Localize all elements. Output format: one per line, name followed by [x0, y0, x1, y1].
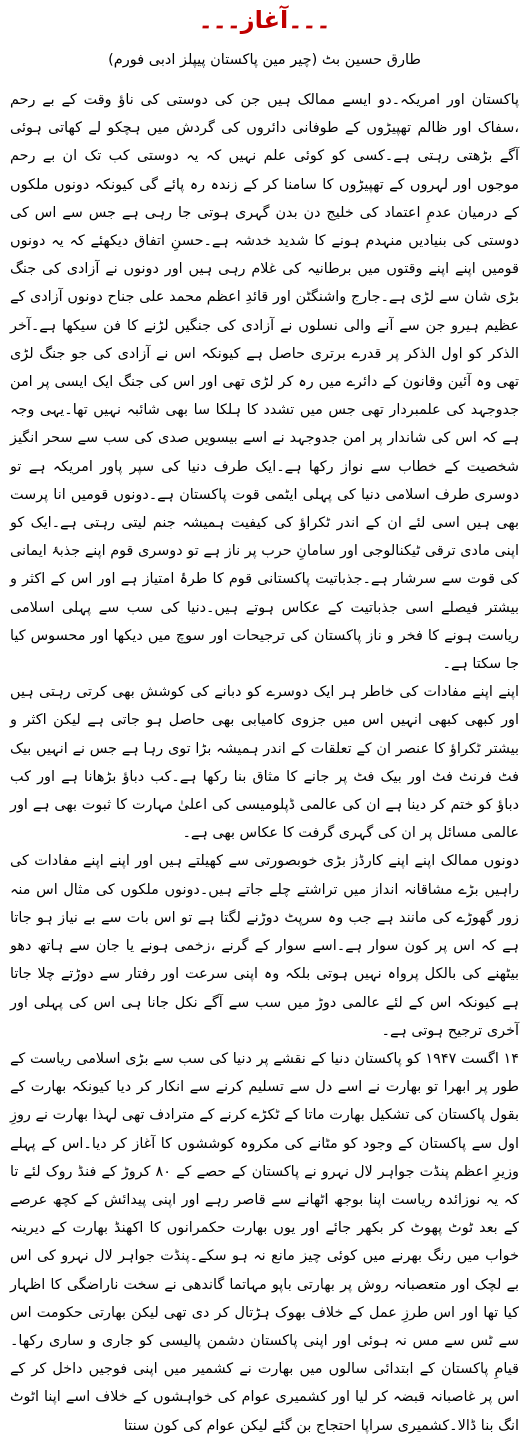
article-byline: طارق حسین بٹ (چیر مین پاکستان پیپلز ادبی فورم) [108, 52, 421, 68]
article-body [10, 86, 519, 1440]
paragraph: پاکستان اور امریکہ۔دو ایسے ممالک ہیں جن کی دوستی کی ناؤ وقت کے بے رحم ،سفاک اور ظالم تھپیڑوں کے طوفانی دائروں کی گردش میں ہچکو لے کھاتی ہوئی آگے بڑھتی رہتی ہے۔کسی کو کوئی علم نہیں کہ یہ دوستی کب تک ان بے رحم موجوں اور لہروں کے تھپیڑوں کا سامنا کر کے زندہ رہ پائے گی کیونکہ دونوں ملکوں کے درمیان عدمِ اعتماد کی خلیج دن بدن گہری ہوتی جا رہی ہے جس سے اس کی دوستی کی بنیادیں منہدم ہونے کا شدید خدشہ ہے۔حسنِ اتفاق دیکھئے کہ یہ دونوں قومیں اپنے اپنے وقتوں میں برطانیہ کی غلام رہی ہیں اور دونوں نے آزادی کی جنگ بڑی شان سے لڑی ہے۔جارج واشنگٹن اور قائدِ اعظم محمد علی جناح دونوں آزادی کے عظیم ہیرو جن سے آنے والی نسلوں نے آزادی کی جنگیں لڑنے کا فن سیکھا ہے۔آخر الذکر کو اول الذکر پر قدرے برتری حاصل ہے کیونکہ اس نے آزادی کی جو جنگ لڑی تھی وہ آئین وقانون کے دائرے میں رہ کر لڑی تھی اور اس کی جنگ ایک ایسی پر امن جدوجہد کی علمبردار تھی جس میں تشدد کا ہلکا سا بھی شائبہ نہیں تھا۔یہی وجہ ہے کہ اس کی شاندار پر امن جدوجہد نے اسے بیسویں صدی کی سب سے سحر انگیز شخصیت کے خطاب سے نواز رکھا ہے۔ایک طرف دنیا کی سپر پاور امریکہ ہے تو دوسری طرف اسلامی دنیا کی پہلی ایٹمی قوت پاکستان ہے۔دونوں قومیں انا پرست بھی ہیں اسی لئے ان کے اندر ٹکراؤ کی کیفیت ہمیشہ جنم لیتی رہتی ہے۔ایک کو اپنی مادی ترقی ٹیکنالوجی اور سامانِ حرب پر ناز ہے تو دوسری قوم اپنے جذبۂ ایمانی کی قوت سے سرشار ہے۔جذباتیت پاکستانی قوم کا طرۂ امتیاز ہے اور اس کے اکثر و بیشتر فیصلے اسی جذباتیت کے عکاس ہوتے ہیں۔دنیا کی سب سے پہلی اسلامی ریاست ہونے کا فخر و ناز پاکستان کی ترجیحات اور سوچ میں دیکھا اور محسوس کیا جا سکتا ہے۔ [10, 92, 519, 673]
paragraph: اپنے اپنے مفادات کی خاطر ہر ایک دوسرے کو دبانے کی کوشش بھی کرتی رہتی ہیں اور کبھی کبھی انہیں اس میں جزوی کامیابی بھی حاصل ہو جاتی ہے لیکن اکثر و بیشتر ٹکراؤ کا عنصر ان کے تعلقات کے اندر ہمیشہ بڑا توی رہا ہے جس نے انہیں بیک فٹ فرنٹ فٹ اور بیک فٹ پر جانے کا مثاق بنا رکھا ہے۔کب دباؤ بڑھانا ہے اور کب دباؤ کو ختم کر دینا ہے ان کی عالمی ڈپلومیسی کی اعلیٰ مہارت کا ثبوت بھی ہے اور عالمی مسائل پر ان کی گہری گرفت کا عکاس بھی ہے۔ [10, 684, 519, 842]
paragraph: ۱۴ اگست ۱۹۴۷ کو پاکستان دنیا کے نقشے پر دنیا کی سب سے بڑی اسلامی ریاست کے طور پر ابھرا تو بھارت نے اسے دل سے تسلیم کرنے سے انکار کر دیا کیونکہ بھارت کے بقول پاکستان کی تشکیل بھارت ماتا کے ٹکڑے کرنے کے مترادف تھی لہذا بھارت نے روزِ اول سے پاکستان کے وجود کو مٹانے کی مکروہ کوششوں کا آغاز کر دیا۔اس کے پہلے وزیرِ اعظم پنڈت جواہر لال نہرو نے پاکستان کے حصے کے ۸۰ کروڑ کے فنڈ روک لئے تا کہ یہ نوزائدہ ریاست اپنا بوجھ اٹھانے سے قاصر رہے اور اپنی پیدائش کے کچھ عرصے کے بعد ٹوٹ پھوٹ کر بکھر جائے اور یوں بھارت حکمرانوں کا اکھنڈ بھارت کے دیرینہ خواب میں رنگ بھرنے میں کوئی چیز مانع نہ ہو سکے۔پنڈت جواہر لال نہرو کی اس بے لچک اور متعصبانہ روش پر بھارتی باپو مہاتما گاندھی نے سخت ناراضگی کا اظہار کیا تھا اور اس طرزِ عمل کے خلاف بھوک ہڑتال کر دی تھی لیکن بھارتی حکومت اس سے ٹس سے مس نہ ہوئی اور اپنی پاکستان دشمن پالیسی کو جاری و ساری رکھا۔قیامِ پاکستان کے ابتدائی سالوں میں بھارت نے کشمیر میں اپنی فوجیں داخل کر کے اس پر غاصبانہ قبضہ کر لیا اور کشمیری عوام کی خواہشوں کے خلاف اسے اپنا اٹوٹ انگ بنا ڈالا۔کشمیری سراپا احتجاج بن گئے لیکن عوام کی کون سنتا [10, 1050, 519, 1434]
article-title: ۔۔۔آغاز۔۔۔ [198, 6, 331, 34]
title-block [10, 6, 519, 46]
paragraph: دونوں ممالک اپنے اپنے کارڈز بڑی خوبصورتی سے کھیلتے ہیں اور اپنے اپنے مفادات کی راہیں بڑے مشاقانہ انداز میں تراشتے چلے جاتے ہیں۔دونوں ملکوں کی مثال اس منہ زور گھوڑے کی مانند ہے جب وہ سرپٹ دوڑنے لگتا ہے تو اس بات سے بے نیاز ہو جاتا ہے کہ اس پر کون سوار ہے۔اسے سوار کے گرنے ،زخمی ہونے یا جان سے ہاتھ دھو بیٹھنے کی بالکل پرواہ نہیں ہوتی بلکہ وہ اپنی سرعت اور رفتار سے دوڑتے چلا جاتا ہے کیونکہ اس کے لئے عالمی دوڑ میں سب سے آگے نکل جانا ہی اس کی پہلی اور آخری ترجیح ہوتی ہے۔ [10, 853, 519, 1039]
